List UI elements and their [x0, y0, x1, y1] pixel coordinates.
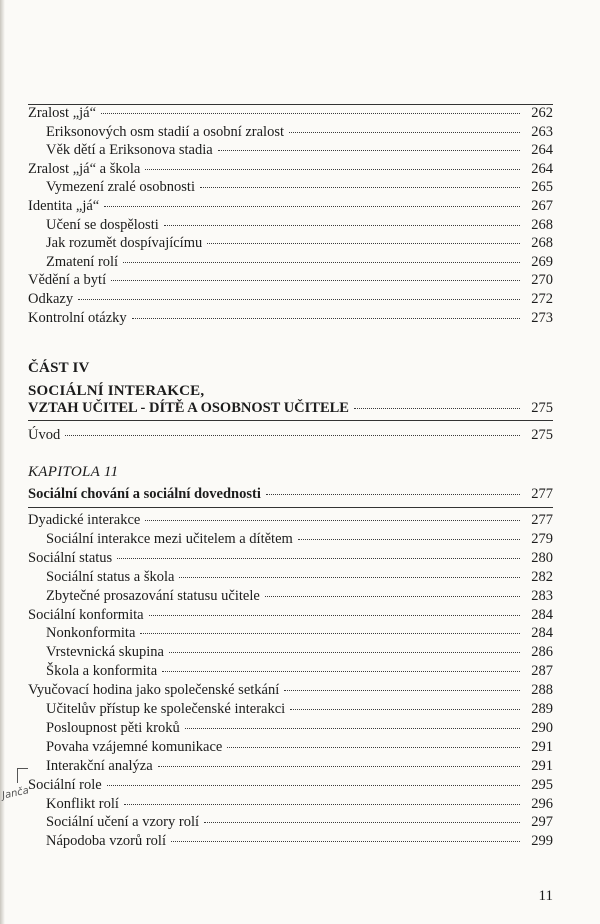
toc-entry[interactable] — [28, 178, 553, 197]
dot-leader — [284, 690, 520, 691]
toc-entry-title: Dyadické interakce — [28, 512, 141, 528]
toc-entry-title: Kontrolní otázky — [28, 309, 127, 326]
page-number: 288 — [531, 682, 553, 699]
toc-entry-title: Posloupnost pěti kroků — [46, 719, 180, 736]
toc-entry[interactable] — [28, 624, 553, 643]
page-number: 283 — [531, 587, 553, 604]
page-number: 289 — [531, 701, 553, 717]
toc-entry[interactable] — [28, 253, 553, 272]
dot-leader — [149, 615, 520, 616]
page-number: 275 — [531, 427, 553, 443]
page-number: 296 — [531, 795, 553, 812]
toc-entry[interactable] — [28, 757, 553, 776]
page-number: 262 — [531, 105, 553, 121]
dot-leader — [265, 596, 520, 597]
page-number: 268 — [531, 216, 553, 233]
dot-leader — [354, 408, 520, 409]
toc-entry-title: Učení se dospělosti — [46, 216, 159, 233]
toc-entry-title: Škola a konformita — [46, 663, 158, 680]
dot-leader — [204, 822, 520, 823]
toc-entry-title: Povaha vzájemné komunikace — [46, 738, 223, 755]
page-number: 275 — [531, 400, 553, 416]
chapter-rule — [28, 507, 553, 508]
page-number: 270 — [531, 272, 553, 289]
toc-entry[interactable] — [28, 776, 553, 795]
page-number: 280 — [531, 549, 553, 566]
dot-leader — [298, 539, 520, 540]
dot-leader — [123, 262, 520, 263]
page-number: 291 — [531, 738, 553, 755]
dot-leader — [200, 187, 520, 188]
dot-leader — [111, 280, 520, 281]
toc-entry-title: Vymezení zralé osobnosti — [46, 179, 195, 196]
page-number: 297 — [531, 814, 553, 831]
handwritten-bracket — [17, 768, 28, 783]
dot-leader — [185, 728, 520, 729]
toc-entry[interactable] — [28, 587, 553, 606]
toc-entry[interactable] — [28, 104, 553, 123]
dot-leader — [65, 435, 520, 436]
toc-entry[interactable] — [28, 309, 553, 328]
toc-entry-title: Zralost „já“ a škola — [28, 160, 141, 177]
binding-edge — [0, 0, 5, 924]
dot-leader — [107, 785, 520, 786]
toc-entry-title: Sociální konformita — [28, 606, 144, 623]
dot-leader — [117, 558, 520, 559]
toc-entry-title: Nápodoba vzorů rolí — [46, 833, 166, 850]
page-number: 284 — [531, 606, 553, 623]
toc-entry[interactable] — [28, 141, 553, 160]
page-number: 284 — [531, 625, 553, 642]
page-number: 290 — [531, 719, 553, 736]
toc-entry[interactable] — [28, 719, 553, 738]
folio-page-number: 11 — [538, 888, 553, 904]
dot-leader — [218, 150, 520, 151]
toc-entry-title: Sociální role — [28, 776, 102, 793]
toc-entry[interactable] — [28, 160, 553, 179]
toc-entry-title: Odkazy — [28, 291, 74, 307]
page-number: 272 — [531, 291, 553, 307]
dot-leader — [164, 225, 520, 226]
toc-entry-title: Zralost „já“ — [28, 105, 97, 121]
chapter-title-row[interactable] — [28, 485, 553, 504]
toc-entry-title: Vyučovací hodina jako společenské setkání — [28, 682, 280, 699]
dot-leader — [227, 747, 520, 748]
toc-entry[interactable] — [28, 832, 553, 851]
part-rule — [28, 420, 553, 421]
page-number: 295 — [531, 776, 553, 793]
toc-entry-title: Sociální status a škola — [46, 568, 175, 585]
toc-entry[interactable] — [28, 662, 553, 681]
dot-leader — [162, 671, 520, 672]
dot-leader — [132, 318, 520, 319]
page-number: 265 — [531, 179, 553, 196]
toc-entry[interactable] — [28, 700, 553, 719]
toc-entry[interactable] — [28, 606, 553, 625]
page-number: 269 — [531, 253, 553, 270]
toc-entry[interactable] — [28, 216, 553, 235]
dot-leader — [145, 520, 520, 521]
toc-entry-title: Sociální učení a vzory rolí — [46, 814, 200, 831]
page-number: 264 — [531, 160, 553, 177]
page-number: 299 — [531, 833, 553, 850]
dot-leader — [101, 113, 520, 114]
toc-entry-title: Jak rozumět dospívajícímu — [46, 235, 203, 252]
toc-entry[interactable] — [28, 549, 553, 568]
toc-entry[interactable] — [28, 197, 553, 216]
page-number: 286 — [531, 644, 553, 661]
toc-entry-title: Interakční analýza — [46, 757, 153, 774]
page-number: 291 — [531, 757, 553, 774]
dot-leader — [266, 494, 520, 495]
toc-entry-title: Zbytečné prosazování statusu učitele — [46, 587, 260, 604]
part-label: ČÁST IV — [28, 360, 90, 376]
toc-entry-title: Sociální interakce mezi učitelem a dítětem — [46, 530, 293, 547]
toc-entry-title: Učitelův přístup ke společenské interakci — [46, 701, 286, 717]
toc-entry[interactable] — [28, 643, 553, 662]
page-number: 263 — [531, 123, 553, 140]
intro-row[interactable] — [28, 426, 553, 445]
toc-entry-title: Eriksonových osm stadií a osobní zralost — [46, 123, 285, 140]
dot-leader — [140, 633, 520, 634]
dot-leader — [207, 243, 520, 244]
dot-leader — [104, 206, 520, 207]
toc-entry-title: Konflikt rolí — [46, 795, 119, 812]
chapter-title: Sociální chování a sociální dovednosti — [28, 486, 261, 502]
page-number: 273 — [531, 309, 553, 326]
intro-title: Úvod — [28, 427, 61, 443]
toc-entry-title: Identita „já“ — [28, 198, 100, 214]
page-number: 282 — [531, 568, 553, 585]
toc-entry-title: Vědění a bytí — [28, 272, 107, 289]
dot-leader — [171, 841, 520, 842]
toc-entry-title: Věk dětí a Eriksonova stadia — [46, 142, 213, 159]
page-number: 287 — [531, 663, 553, 680]
toc-entry-title: Sociální status — [28, 549, 113, 566]
page-number: 264 — [531, 142, 553, 159]
part-title-line1: SOCIÁLNÍ INTERAKCE, — [28, 383, 205, 399]
dot-leader — [289, 132, 520, 133]
dot-leader — [124, 804, 520, 805]
chapter-label: KAPITOLA 11 — [28, 464, 119, 480]
toc-entry[interactable] — [28, 738, 553, 757]
toc-entry[interactable] — [28, 813, 553, 832]
toc-entry-title: Vrstevnická skupina — [46, 644, 164, 661]
toc-entry[interactable] — [28, 123, 553, 142]
toc-entry[interactable] — [28, 234, 553, 253]
page-number: 279 — [531, 530, 553, 547]
dot-leader — [78, 299, 520, 300]
toc-entry[interactable] — [28, 511, 553, 530]
toc-entry[interactable] — [28, 681, 553, 700]
toc-entry[interactable] — [28, 271, 553, 290]
toc-entry[interactable] — [28, 795, 553, 814]
dot-leader — [179, 577, 520, 578]
dot-leader — [158, 766, 520, 767]
part-title-line2: VZTAH UČITEL - DÍTĚ A OSOBNOST UČITELE — [28, 400, 349, 416]
toc-entry-title: Nonkonformita — [46, 625, 136, 642]
dot-leader — [145, 169, 520, 170]
dot-leader — [169, 652, 520, 653]
toc-entry[interactable] — [28, 568, 553, 587]
page-number: 277 — [531, 512, 553, 528]
handwritten-note: Janča — [1, 785, 30, 802]
toc-entry[interactable] — [28, 290, 553, 309]
page-number: 267 — [531, 198, 553, 214]
dot-leader — [290, 709, 520, 710]
page-number: 277 — [531, 486, 553, 502]
page-number: 268 — [531, 235, 553, 252]
part-title-row[interactable] — [28, 399, 553, 418]
toc-entry[interactable] — [28, 530, 553, 549]
toc-entry-title: Zmatení rolí — [46, 253, 119, 270]
